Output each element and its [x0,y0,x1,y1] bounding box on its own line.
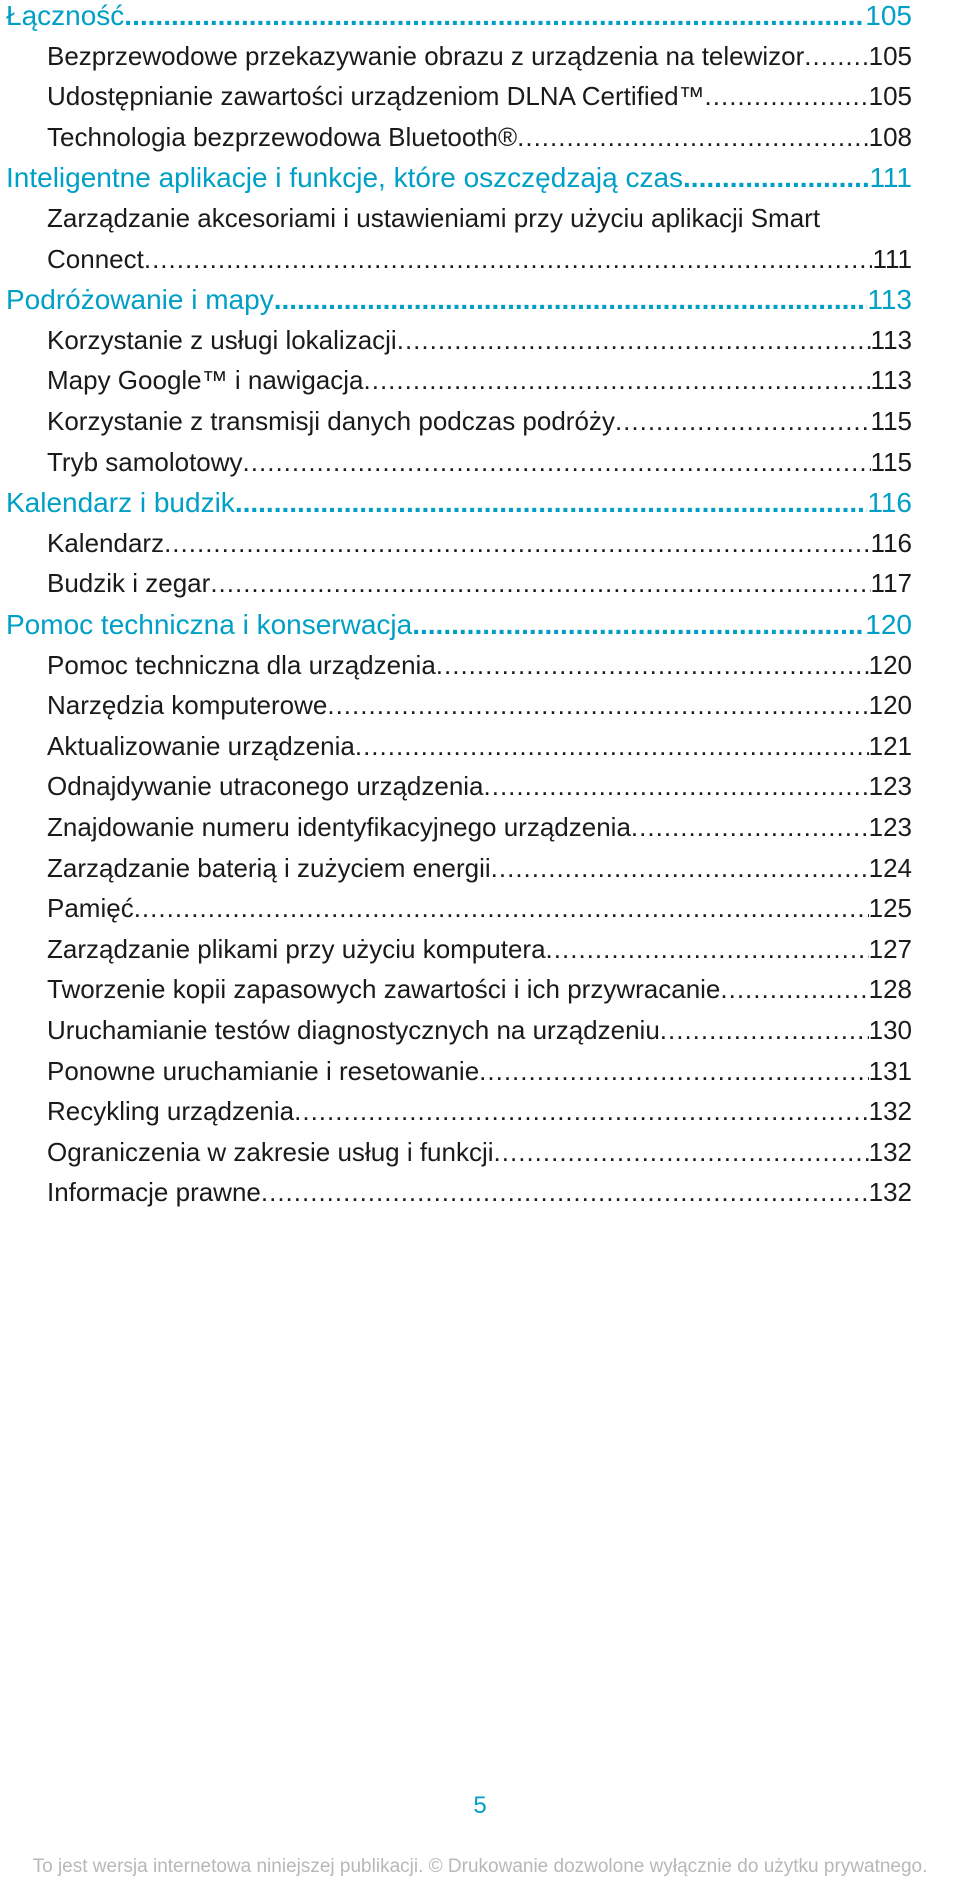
toc-page-number: 128 [868,974,912,1005]
toc-dot-leader [720,974,868,1005]
toc-page-number: 125 [868,893,912,924]
toc-title: Budzik i zegar [47,568,211,599]
toc-dot-leader [235,487,868,519]
toc-dot-leader [274,284,868,316]
toc-title: Narzędzia komputerowe [47,690,328,721]
toc-page-number: 116 [870,527,912,558]
toc-dot-leader [294,1096,868,1127]
toc-dot-leader [491,853,869,884]
toc-dot-leader [683,162,869,194]
toc-entry[interactable] [47,568,912,599]
toc-page-number: 111 [869,162,912,194]
toc-title: Korzystanie z transmisji danych podczas podróży [47,406,615,436]
toc-dot-leader [164,528,870,559]
toc-title: Tryb samolotowy [47,446,243,477]
page-number: 5 [473,1792,487,1819]
toc-entry[interactable] [47,1056,912,1087]
toc-title: Pomoc techniczna dla urządzenia [47,649,436,680]
toc-title: Udostępnianie zawartości urządzeniom DLNA Certified™ [47,81,705,112]
toc-entry[interactable] [47,812,912,843]
toc-entry[interactable] [47,690,912,721]
toc-page-number: 127 [868,933,912,964]
toc-section-heading[interactable] [6,487,912,519]
toc-dot-leader [134,893,869,924]
toc-title: Uruchamianie testów diagnostycznych na urządzeniu [47,1015,660,1045]
toc-dot-leader [804,41,868,72]
toc-page-number: 123 [868,771,912,802]
toc-entry[interactable] [47,447,912,478]
toc-dot-leader [660,1015,869,1046]
toc-dot-leader [210,568,870,599]
toc-page-number: 117 [870,568,912,599]
toc-dot-leader [615,406,871,437]
toc-page-number: 124 [868,852,912,883]
toc-entry[interactable] [47,974,912,1005]
toc-title: Łączność [6,0,125,31]
toc-entry[interactable] [47,1096,912,1127]
toc-entry[interactable] [47,528,912,559]
toc-title: Recykling urządzenia [47,1096,295,1127]
toc-dot-leader [243,447,871,478]
toc-page-number: 120 [868,649,912,680]
toc-entry[interactable] [47,81,912,112]
toc-dot-leader [631,812,869,843]
toc-dot-leader [144,244,873,275]
toc-entry[interactable] [47,893,912,924]
toc-dot-leader [479,1056,868,1087]
toc-entry[interactable] [47,1177,912,1208]
toc-title: Podróżowanie i mapy [6,284,274,316]
toc-dot-leader [412,609,865,641]
toc-page-number: 132 [868,1096,912,1127]
toc-title: Tworzenie kopii zapasowych zawartości i ich przywracanie [47,974,721,1005]
toc-page-number: 113 [867,284,912,316]
toc-dot-leader [494,1137,869,1168]
toc-page-number: 115 [870,406,912,436]
toc-page-number: 123 [868,812,912,842]
toc-title: Znajdowanie numeru identyfikacyjnego urządzenia [47,812,631,842]
toc-section-heading[interactable] [6,0,912,32]
toc-page-number: 116 [867,487,912,519]
toc-page-number: 132 [868,1177,912,1208]
toc-dot-leader [261,1177,869,1208]
toc-title: Aktualizowanie urządzenia [47,730,355,761]
toc-entry[interactable] [47,731,912,762]
toc-dot-leader [517,122,868,153]
toc-title: Technologia bezprzewodowa Bluetooth® [47,121,518,152]
toc-title: Ograniczenia w zakresie usług i funkcji [47,1136,494,1167]
toc-entry[interactable] [47,406,912,437]
toc-title: Pamięć [47,893,134,924]
toc-page-number: 113 [870,365,912,396]
toc-dot-leader [705,81,869,112]
toc-dot-leader [364,365,871,396]
toc-dot-leader [397,325,871,356]
toc-title: Zarządzanie baterią i zużyciem energii [47,852,491,883]
toc-page-number: 111 [872,243,912,274]
toc-page-number: 120 [868,690,912,721]
toc-dot-leader [355,731,869,762]
toc-page-number: 105 [868,40,912,71]
toc-title: Kalendarz [47,527,165,558]
toc-page-number: 105 [868,81,912,112]
toc-page-number: 120 [865,609,912,640]
toc-entry[interactable] [47,1137,912,1168]
toc-entry[interactable] [47,365,912,396]
toc-title: Informacje prawne [47,1177,261,1208]
toc-section-heading[interactable] [6,284,912,316]
toc-page-number: 108 [868,121,912,152]
footer-note: To jest wersja internetowa niniejszej publikacji. © Drukowanie dozwolone wyłącznie do użytku prywatnego. [32,1856,928,1877]
toc-page-number: 115 [870,446,912,477]
toc-title: Zarządzanie akcesoriami i ustawieniami przy użyciu aplikacji Smart [47,203,821,233]
toc-title: Zarządzanie plikami przy użyciu komputera [47,933,546,964]
toc-page-number: 132 [868,1136,912,1167]
toc-title: Korzystanie z usługi lokalizacji [47,324,397,355]
toc-title: Connect [47,243,144,274]
toc-entry[interactable] [47,244,912,275]
toc-page-number: 131 [868,1055,912,1086]
toc-dot-leader [546,934,869,965]
toc-section-heading[interactable] [6,162,912,194]
toc-dot-leader [124,0,865,32]
toc-dot-leader [436,650,869,681]
toc-entry[interactable] [47,203,912,234]
toc-page-number: 121 [868,730,912,761]
toc-page-number: 105 [865,0,912,31]
toc-entry[interactable] [47,853,912,884]
toc-entry[interactable] [47,934,912,965]
toc-entry[interactable] [47,1015,912,1046]
toc-title: Odnajdywanie utraconego urządzenia [47,771,484,802]
toc-entry[interactable] [47,650,912,681]
toc-title: Pomoc techniczna i konserwacja [6,609,413,640]
toc-entry[interactable] [47,41,912,72]
toc-title: Inteligentne aplikacje i funkcje, które oszczędzają czas [6,162,684,194]
toc-title: Mapy Google™ i nawigacja [47,365,364,396]
toc-entry[interactable] [47,771,912,802]
toc-section-heading[interactable] [6,609,912,641]
toc-page-number: 113 [870,324,912,355]
toc-entry[interactable] [47,325,912,356]
toc-title: Kalendarz i budzik [6,487,235,519]
toc-dot-leader [327,690,868,721]
toc-title: Ponowne uruchamianie i resetowanie [47,1055,480,1086]
toc-dot-leader [484,771,869,802]
toc-title: Bezprzewodowe przekazywanie obrazu z urządzenia na telewizor [47,40,805,71]
toc-page-number: 130 [868,1015,912,1045]
toc-entry[interactable] [47,122,912,153]
